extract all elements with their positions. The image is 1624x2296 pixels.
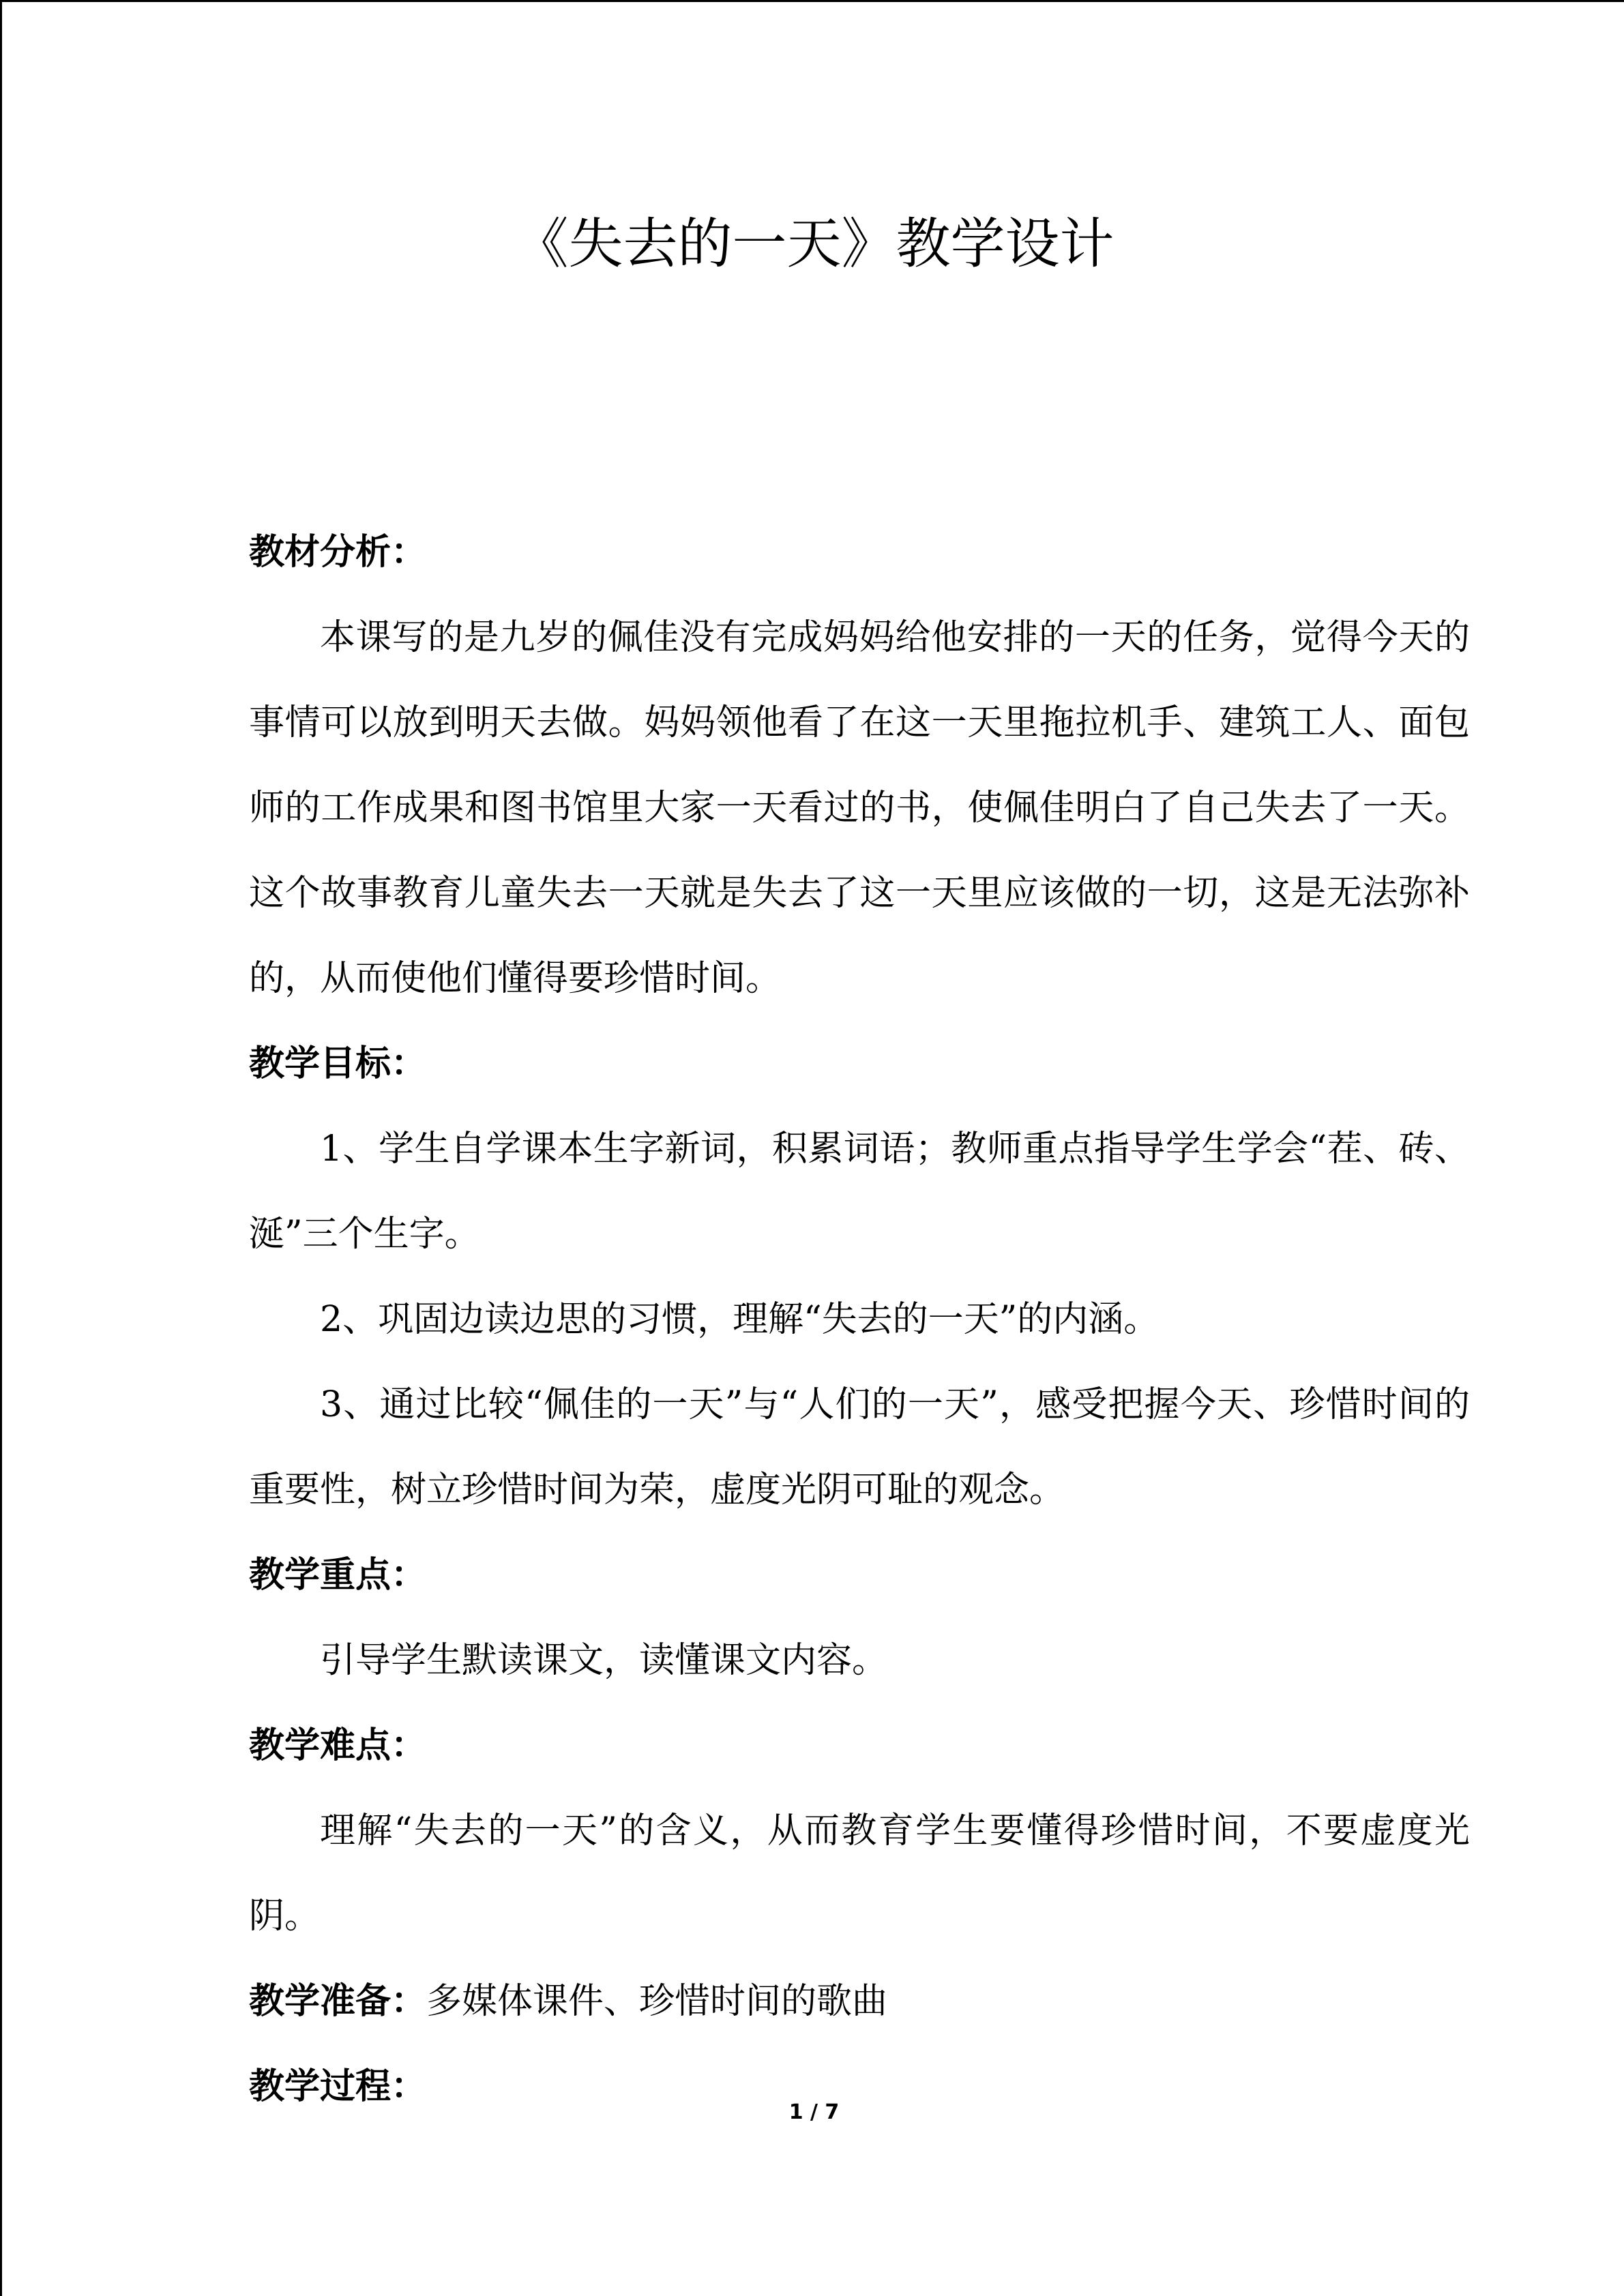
paragraph-analysis: 本课写的是九岁的佩佳没有完成妈妈给他安排的一天的任务，觉得今天的事情可以放到明天去做。妈妈领他看了在这一天里拖拉机手、建筑工人、面包师的工作成果和图书馆里大家一天看过的书，使佩佳明白了自己失去了一天。这个故事教育儿童失去一天就是失去了这一天里应该做的一切，这是无法弥补的，从而使他们懂得要珍惜时间。 — [249, 617, 1470, 999]
heading-preparation: 教学准备： — [249, 1981, 427, 2022]
preparation-line — [249, 1959, 1470, 2044]
page-number: 1 / 7 — [788, 2100, 840, 2124]
paragraph-goal-3: 3、通过比较“佩佳的一天”与“人们的一天”，感受把握今天、珍惜时间的重要性，树立珍惜时间为荣，虚度光阴可耻的观念。 — [249, 1384, 1470, 1510]
preparation-content: 多媒体课件、珍惜时间的歌曲 — [426, 1981, 888, 2022]
heading-process: 教学过程： — [249, 2066, 427, 2107]
paragraph-difficulties: 理解“失去的一天”的含义，从而教育学生要懂得珍惜时间，不要虚度光阴。 — [249, 1810, 1470, 1937]
heading-goals: 教学目标： — [249, 1043, 427, 1084]
paragraph-goal-2: 2、巩固边读边思的习惯，理解“失去的一天”的内涵。 — [320, 1299, 1160, 1340]
heading-analysis: 教材分析： — [249, 532, 427, 573]
heading-key-points: 教学重点： — [249, 1555, 427, 1596]
document-body — [249, 510, 1470, 2130]
paragraph-goal-1: 1、学生自学课本生字新词，积累词语；教师重点指导学生学会“茬、砖、涎”三个生字。 — [249, 1129, 1470, 1255]
heading-difficulties: 教学难点： — [249, 1725, 427, 1766]
document-title: 《失去的一天》教学设计 — [514, 212, 1114, 275]
paragraph-key-points: 引导学生默读课文，读懂课文内容。 — [320, 1640, 888, 1681]
